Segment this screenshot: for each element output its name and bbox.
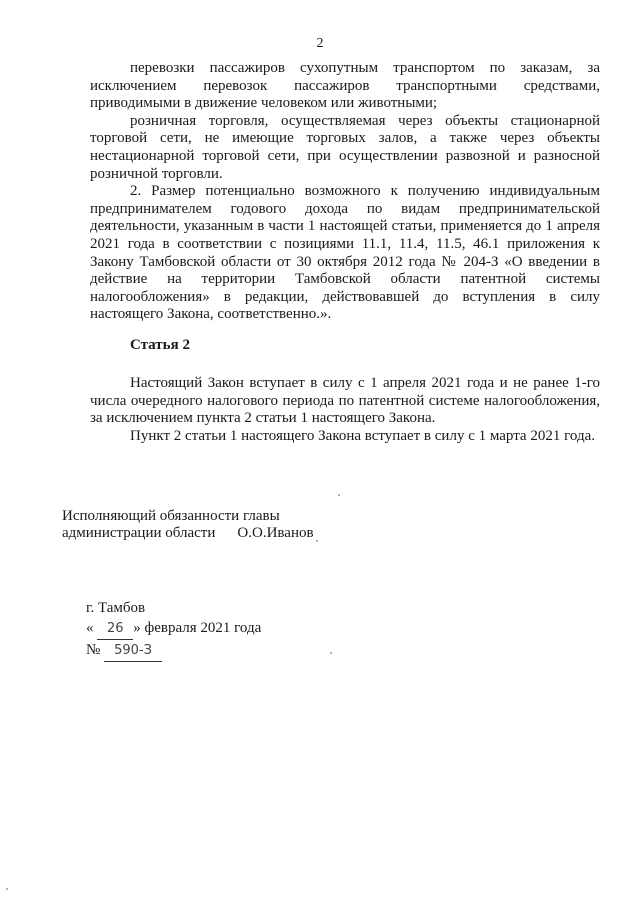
signatory-position: администрации области — [62, 525, 216, 541]
article-1-continuation — [90, 60, 600, 324]
signatory-title-line1: Исполняющий обязанности главы — [62, 508, 280, 524]
number-sign: № — [86, 642, 101, 658]
scan-speck — [6, 888, 8, 890]
article-2-heading: Статья 2 — [130, 337, 190, 353]
law-number: 590-З — [104, 641, 162, 662]
paragraph-entry-into-force: Настоящий Закон вступает в силу с 1 апреля 2021 года и не ранее 1-го числа очередного налогового периода по патентной системе налогообложения, за исключением пункта 2 статьи 1 настоящего Закона. — [90, 375, 600, 427]
paragraph-retail-trade: розничная торговля, осуществляемая через объекты стационарной торговой сети, не имеющие торговых залов, а также через объекты нестационарной торговой сети, при осуществлении развозной и разносной розничной торговли. — [90, 112, 600, 182]
scan-speck — [316, 540, 318, 542]
number-line — [86, 640, 261, 662]
scan-speck — [338, 494, 340, 496]
place-date-block — [86, 598, 261, 662]
page-number: 2 — [316, 36, 324, 51]
paragraph-point-2-entry: Пункт 2 статьи 1 настоящего Закона вступает в силу с 1 марта 2021 года. — [130, 427, 595, 444]
city: г. Тамбов — [86, 600, 146, 616]
paragraph-passenger-transport: перевозки пассажиров сухопутным транспортом по заказам, за исключением перевозок пассажиров транспортными средствами, приводимыми в движение человеком или животными; — [90, 60, 600, 112]
article-2-body — [90, 375, 600, 445]
signatory-name: О.О.Иванов — [237, 525, 314, 541]
signatory-title-line2 — [62, 525, 314, 542]
scan-speck — [330, 652, 332, 654]
date-day: 26 — [97, 619, 133, 640]
date-line — [86, 618, 261, 640]
date-open-quote: « — [86, 620, 94, 636]
paragraph-income-size: 2. Размер потенциально возможного к получению индивидуальным предпринимателем годового дохода по видам предпринимательской деятельности, указанным в части 1 настоящей статьи, применяется до 1 апреля 2021 года в соответствии с позициями 11.1, 11.4, 11.5, 46.1 приложения к Закону Тамбовской области от 30 октября 2012 года № 204-З «О введении в действие на территории Тамбовской области патентной системы налогообложения» в редакции, действовавшей до вступления в силу настоящего Закона, соответственно.». — [90, 183, 600, 323]
date-month-year: » февраля 2021 года — [133, 620, 262, 636]
signature-block — [62, 508, 314, 542]
